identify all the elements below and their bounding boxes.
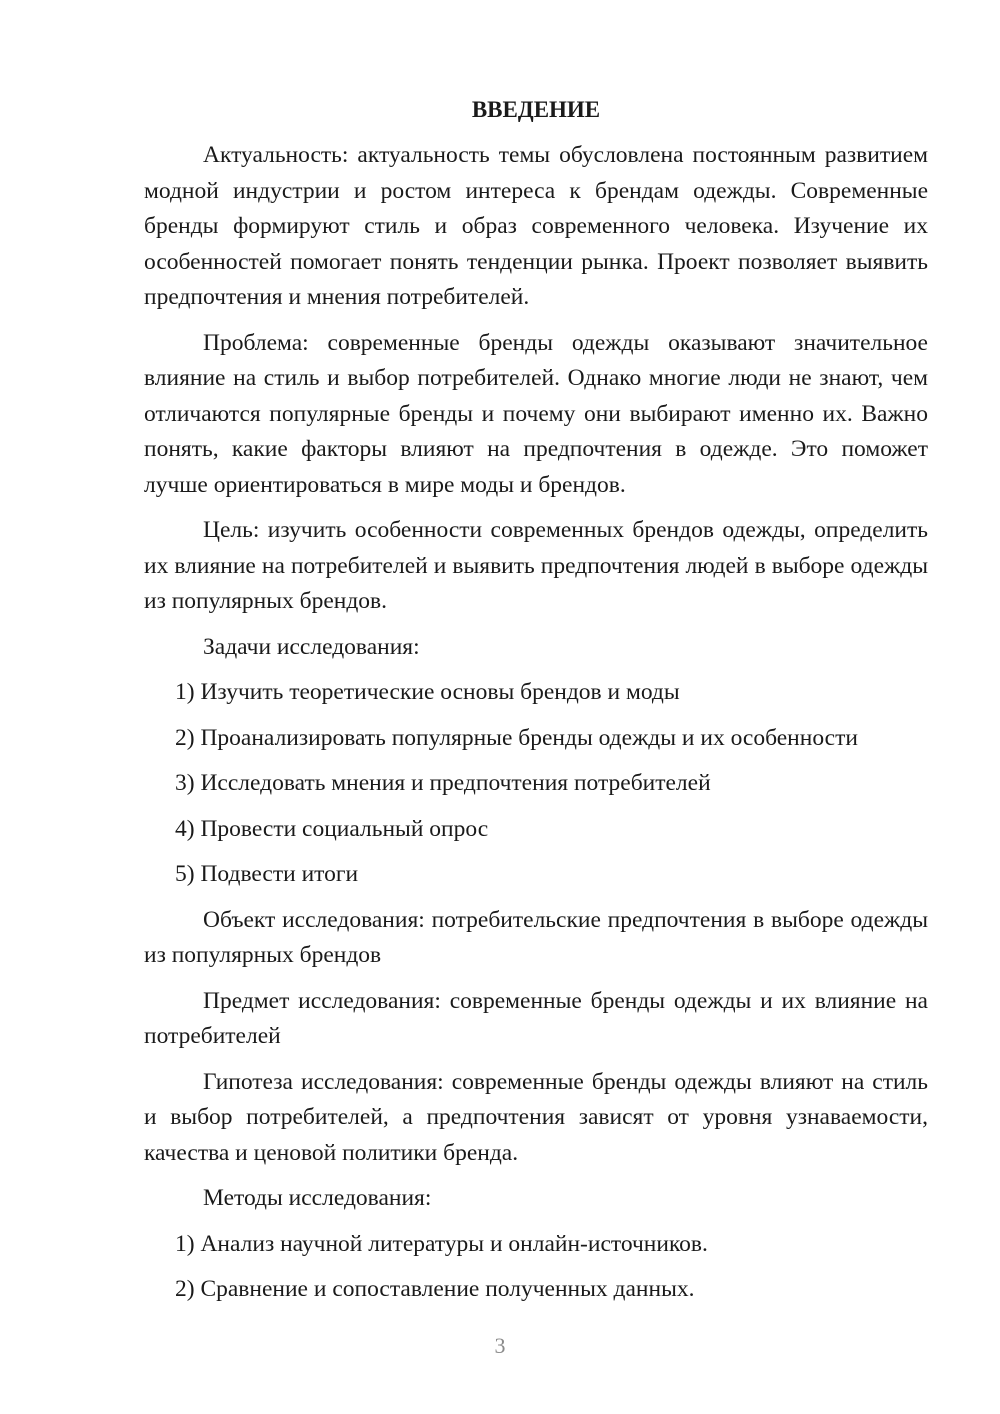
object-paragraph: Объект исследования: потребительские предпочтения в выборе одежды из популярных брендов: [144, 906, 928, 968]
relevance-paragraph: Актуальность: актуальность темы обусловлена постоянным развитием модной индустрии и ростом интереса к брендам одежды. Современные бренды формируют стиль и образ современного человека. Изучение их особенностей помогает понять тенденции рынка. Проект позволяет выявить предпочтения и мнения потребителей.: [144, 142, 928, 310]
goal-paragraph: Цель: изучить особенности современных брендов одежды, определить их влияние на потребителей и выявить предпочтения людей в выборе одежды из популярных брендов.: [144, 517, 928, 614]
tasks-heading: Задачи исследования:: [203, 633, 420, 660]
task-item: 4) Провести социальный опрос: [175, 815, 489, 842]
page-content: [144, 92, 928, 1318]
task-item: 1) Изучить теоретические основы брендов и моды: [175, 679, 680, 705]
method-item: 1) Анализ научной литературы и онлайн-источников.: [175, 1230, 708, 1257]
method-item: 2) Сравнение и сопоставление полученных данных.: [175, 1276, 695, 1302]
page-title: ВВЕДЕНИЕ: [471, 97, 601, 122]
task-item: 5) Подвести итоги: [175, 861, 359, 887]
hypothesis-paragraph: Гипотеза исследования: современные бренды одежды влияют на стиль и выбор потребителей, а предпочтения зависят от уровня узнаваемости, качества и ценовой политики бренда.: [144, 1068, 928, 1166]
page-number: 3: [494, 1333, 506, 1358]
task-item: 3) Исследовать мнения и предпочтения потребителей: [175, 770, 711, 796]
methods-heading: Методы исследования:: [203, 1185, 432, 1211]
problem-paragraph: Проблема: современные бренды одежды оказывают значительное влияние на стиль и выбор потребителей. Однако многие люди не знают, чем отличаются популярные бренды и почему они выбирают именно их. Важно понять, какие факторы влияют на предпочтения в одежде. Это поможет лучше ориентироваться в мире моды и брендов.: [144, 329, 928, 498]
subject-paragraph: Предмет исследования: современные бренды одежды и их влияние на потребителей: [144, 987, 928, 1049]
task-item: 2) Проанализировать популярные бренды одежды и их особенности: [175, 724, 858, 751]
